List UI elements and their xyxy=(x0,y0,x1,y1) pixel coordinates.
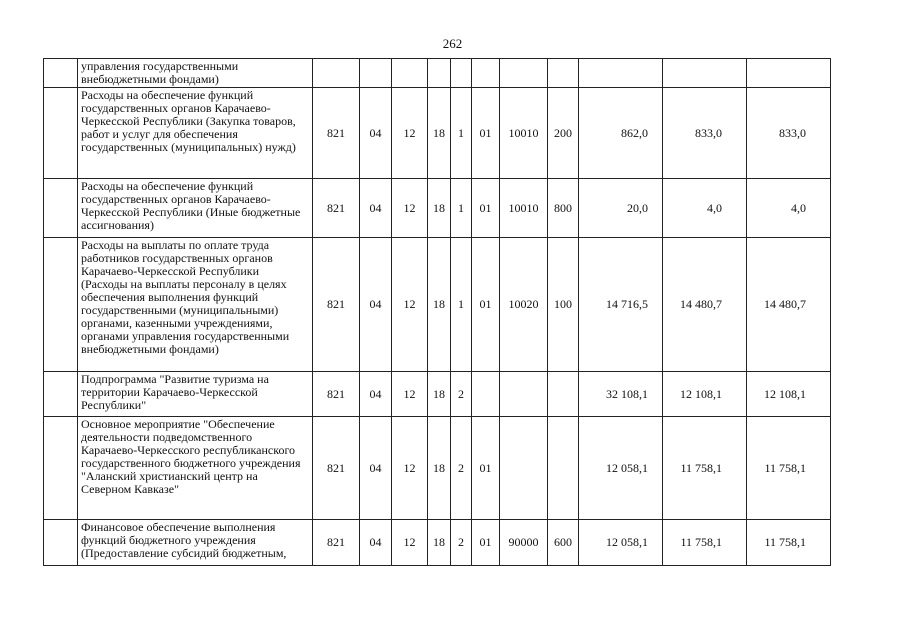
row-marker-cell xyxy=(44,238,78,372)
table-row xyxy=(44,520,831,566)
row-marker-cell xyxy=(44,372,78,417)
subsection-code-cell: 12 xyxy=(392,88,428,179)
direction-code-cell: 10020 xyxy=(500,238,548,372)
amount-1-cell: 12 058,1 xyxy=(579,417,663,520)
amount-1-cell xyxy=(579,59,663,88)
amount-1-cell: 14 716,5 xyxy=(579,238,663,372)
amount-3-cell: 4,0 xyxy=(747,179,831,238)
amount-2-cell: 4,0 xyxy=(663,179,747,238)
subprogram-code-cell: 1 xyxy=(451,238,472,372)
amount-2-cell: 11 758,1 xyxy=(663,417,747,520)
ministry-code-cell: 821 xyxy=(313,520,360,566)
ministry-code-cell: 821 xyxy=(313,238,360,372)
direction-code-cell xyxy=(500,372,548,417)
program-code-cell: 18 xyxy=(428,520,451,566)
description-cell: Финансовое обеспечение выполнения функций бюджетного учреждения (Предоставление субсидий бюджетным, xyxy=(78,520,313,566)
amount-3-cell xyxy=(747,59,831,88)
subsection-code-cell: 12 xyxy=(392,417,428,520)
activity-code-cell: 01 xyxy=(472,238,500,372)
row-marker-cell xyxy=(44,520,78,566)
description-cell: Подпрограмма "Развитие туризма на территории Карачаево-Черкесской Республики" xyxy=(78,372,313,417)
amount-3-cell: 11 758,1 xyxy=(747,417,831,520)
amount-3-cell: 833,0 xyxy=(747,88,831,179)
program-code-cell xyxy=(428,59,451,88)
subsection-code-cell: 12 xyxy=(392,179,428,238)
ministry-code-cell: 821 xyxy=(313,372,360,417)
section-code-cell: 04 xyxy=(360,372,392,417)
subsection-code-cell: 12 xyxy=(392,372,428,417)
amount-2-cell xyxy=(663,59,747,88)
expense-type-cell xyxy=(548,372,579,417)
subsection-code-cell: 12 xyxy=(392,238,428,372)
subprogram-code-cell: 1 xyxy=(451,179,472,238)
section-code-cell xyxy=(360,59,392,88)
expense-type-cell: 600 xyxy=(548,520,579,566)
direction-code-cell: 90000 xyxy=(500,520,548,566)
activity-code-cell: 01 xyxy=(472,179,500,238)
description-cell: Расходы на обеспечение функций государственных органов Карачаево-Черкесской Республики (Иные бюджетные ассигнования) xyxy=(78,179,313,238)
program-code-cell: 18 xyxy=(428,179,451,238)
activity-code-cell xyxy=(472,372,500,417)
ministry-code-cell: 821 xyxy=(313,179,360,238)
program-code-cell: 18 xyxy=(428,88,451,179)
table-row xyxy=(44,238,831,372)
section-code-cell: 04 xyxy=(360,417,392,520)
page-number: 262 xyxy=(442,36,463,51)
direction-code-cell xyxy=(500,417,548,520)
expense-type-cell: 800 xyxy=(548,179,579,238)
amount-3-cell: 14 480,7 xyxy=(747,238,831,372)
subsection-code-cell xyxy=(392,59,428,88)
section-code-cell: 04 xyxy=(360,179,392,238)
subprogram-code-cell xyxy=(451,59,472,88)
table-row xyxy=(44,179,831,238)
amount-2-cell: 11 758,1 xyxy=(663,520,747,566)
amount-3-cell: 12 108,1 xyxy=(747,372,831,417)
table-row xyxy=(44,59,831,88)
subprogram-code-cell: 1 xyxy=(451,88,472,179)
row-marker-cell xyxy=(44,417,78,520)
amount-2-cell: 833,0 xyxy=(663,88,747,179)
expense-type-cell: 100 xyxy=(548,238,579,372)
amount-1-cell: 862,0 xyxy=(579,88,663,179)
activity-code-cell xyxy=(472,59,500,88)
expense-type-cell xyxy=(548,417,579,520)
row-marker-cell xyxy=(44,179,78,238)
row-marker-cell xyxy=(44,59,78,88)
amount-3-cell: 11 758,1 xyxy=(747,520,831,566)
direction-code-cell: 10010 xyxy=(500,88,548,179)
direction-code-cell xyxy=(500,59,548,88)
subprogram-code-cell: 2 xyxy=(451,417,472,520)
subsection-code-cell: 12 xyxy=(392,520,428,566)
subprogram-code-cell: 2 xyxy=(451,520,472,566)
ministry-code-cell: 821 xyxy=(313,88,360,179)
amount-2-cell: 12 108,1 xyxy=(663,372,747,417)
budget-table xyxy=(43,58,831,566)
amount-1-cell: 20,0 xyxy=(579,179,663,238)
expense-type-cell xyxy=(548,59,579,88)
amount-1-cell: 12 058,1 xyxy=(579,520,663,566)
ministry-code-cell: 821 xyxy=(313,417,360,520)
table-row xyxy=(44,372,831,417)
program-code-cell: 18 xyxy=(428,372,451,417)
description-cell: Расходы на обеспечение функций государственных органов Карачаево-Черкесской Республики (Закупка товаров, работ и услуг для обеспечения государственных (муниципальных) нужд) xyxy=(78,88,313,179)
section-code-cell: 04 xyxy=(360,520,392,566)
program-code-cell: 18 xyxy=(428,417,451,520)
expense-type-cell: 200 xyxy=(548,88,579,179)
subprogram-code-cell: 2 xyxy=(451,372,472,417)
table-row xyxy=(44,88,831,179)
description-cell: управления государственными внебюджетными фондами) xyxy=(78,59,313,88)
program-code-cell: 18 xyxy=(428,238,451,372)
section-code-cell: 04 xyxy=(360,88,392,179)
description-cell: Основное мероприятие "Обеспечение деятельности подведомственного Карачаево-Черкесского республиканского государственного бюджетного учреждения "Аланский христианский центр на Северном Кавказе" xyxy=(78,417,313,520)
table-row xyxy=(44,417,831,520)
section-code-cell: 04 xyxy=(360,238,392,372)
row-marker-cell xyxy=(44,88,78,179)
amount-2-cell: 14 480,7 xyxy=(663,238,747,372)
activity-code-cell: 01 xyxy=(472,520,500,566)
ministry-code-cell xyxy=(313,59,360,88)
direction-code-cell: 10010 xyxy=(500,179,548,238)
activity-code-cell: 01 xyxy=(472,417,500,520)
description-cell: Расходы на выплаты по оплате труда работников государственных органов Карачаево-Черкесской Республики (Расходы на выплаты персоналу в целях обеспечения выполнения функций государственными (муниципальными) органами, казенными учреждениями, органами управления государственными внебюджетными фондами) xyxy=(78,238,313,372)
amount-1-cell: 32 108,1 xyxy=(579,372,663,417)
activity-code-cell: 01 xyxy=(472,88,500,179)
